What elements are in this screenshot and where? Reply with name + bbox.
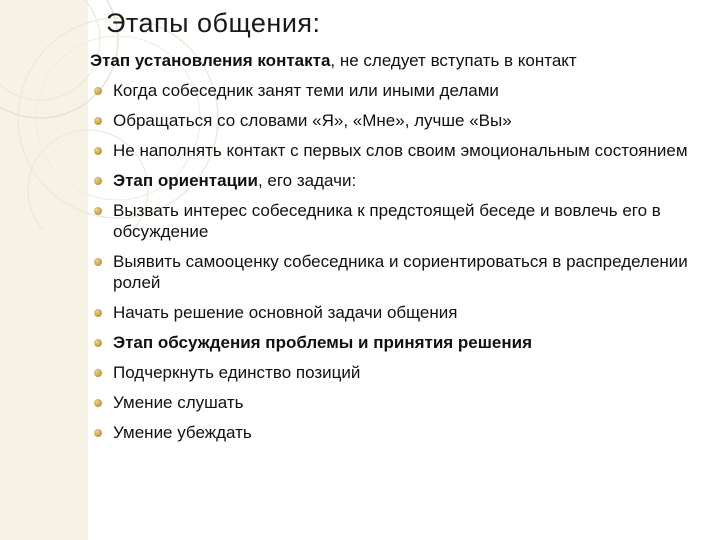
bullet-dot-icon: [94, 399, 102, 407]
list-item: [90, 170, 715, 191]
item-text: Умение слушать: [113, 393, 244, 412]
list-item: [90, 140, 715, 161]
slide-title: Этапы общения:: [106, 8, 321, 38]
slide-content: [90, 50, 715, 452]
bullet-dot-icon: [94, 117, 102, 125]
item-text: Начать решение основной задачи общения: [113, 303, 458, 322]
bullet-list: [90, 80, 715, 443]
item-text: Не наполнять контакт с первых слов своим эмоциональным состоянием: [113, 141, 688, 160]
bullet-dot-icon: [94, 369, 102, 377]
item-text: Когда собеседник занят теми или иными делами: [113, 81, 499, 100]
item-text: Подчеркнуть единство позиций: [113, 363, 361, 382]
item-text: Обращаться со словами «Я», «Мне», лучше «Вы»: [113, 111, 512, 130]
bullet-dot-icon: [94, 207, 102, 215]
intro-line: [90, 50, 715, 71]
intro-highlight: Этап установления контакта: [90, 51, 331, 70]
item-text: , его задачи:: [257, 171, 357, 190]
list-item: [90, 251, 715, 293]
list-item: [90, 200, 715, 242]
item-highlight: Этап ориентации: [113, 171, 258, 190]
list-item: [90, 422, 715, 443]
list-item: [90, 302, 715, 323]
bullet-dot-icon: [94, 258, 102, 266]
item-highlight: Этап обсуждения проблемы и принятия решения: [113, 333, 533, 352]
bullet-dot-icon: [94, 147, 102, 155]
intro-text: , не следует вступать в контакт: [330, 51, 577, 70]
item-text: Умение убеждать: [113, 423, 252, 442]
list-item: [90, 110, 715, 131]
bullet-dot-icon: [94, 309, 102, 317]
bullet-dot-icon: [94, 177, 102, 185]
item-text: Вызвать интерес собеседника к предстоящей беседе и вовлечь его в обсуждение: [113, 201, 661, 241]
list-item: [90, 332, 715, 353]
list-item: [90, 80, 715, 101]
bullet-dot-icon: [94, 339, 102, 347]
list-item: [90, 362, 715, 383]
bullet-dot-icon: [94, 429, 102, 437]
item-text: Выявить самооценку собеседника и сориентироваться в распределении ролей: [113, 252, 688, 292]
bullet-dot-icon: [94, 87, 102, 95]
list-item: [90, 392, 715, 413]
